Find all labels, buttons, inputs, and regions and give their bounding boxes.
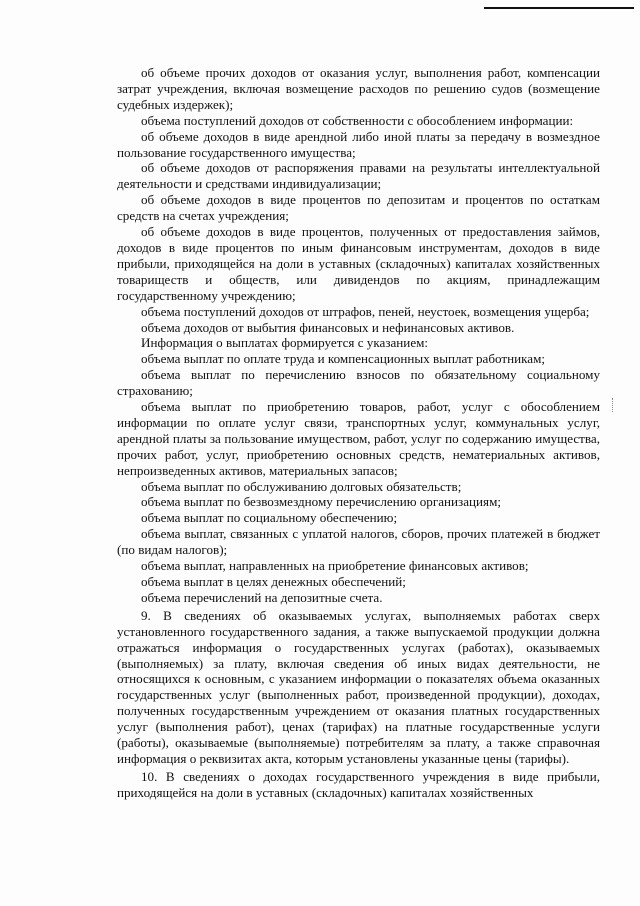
- paragraph: объема поступлений доходов от штрафов, пеней, неустоек, возмещения ущерба;: [141, 303, 590, 319]
- scan-edge-mark: [484, 7, 634, 9]
- paragraph: объема выплат по приобретению товаров, работ, услуг с обособлением информации по оплате услуг связи, транспортных услуг, коммунальных услуг, арендной платы за пользование имуществом, работ, услуг по содержанию имущества, прочих работ, услуг, приобретению основных средств, нематериальных активов, непроизведенных активов, материальных запасов;: [117, 399, 600, 478]
- paragraph: объема выплат по социальному обеспечению;: [141, 510, 398, 526]
- paragraph: объема поступлений доходов от собственности с обособлением информации:: [141, 112, 574, 128]
- paragraph: объема перечислений на депозитные счета.: [141, 589, 383, 605]
- scan-side-mark: [612, 398, 615, 412]
- paragraph-section-9: 9. В сведениях об оказываемых услугах, выполняемых работах сверх установленного государственного задания, а также выпускаемой продукции должна отражаться информация о государственных услугах (работах), оказываемых (выполняемых) за плату, включая сведения об иных видах деятельности, не относящихся к основным, с указанием информации о показателях объема оказанных государственных услуг (выполненных работ, произведенной продукции), доходах, полученных государственным учреждением от оказания платных государственных услуг (выполнения работ), ценах (тарифах) на платные государственные услуги (работы), оказываемые (выполняемые) потребителям за плату, а также справочная информация о реквизитах акта, которым установлены указанные цены (тарифы).: [117, 607, 600, 766]
- paragraph: объема выплат, связанных с уплатой налогов, сборов, прочих платежей в бюджет (по видам налогов);: [117, 526, 600, 558]
- paragraph: объема выплат по перечислению взносов по обязательному социальному страхованию;: [117, 367, 600, 399]
- paragraph: объема выплат в целях денежных обеспечений;: [141, 574, 406, 589]
- paragraph: об объеме доходов в виде процентов по депозитам и процентов по остаткам средств на счетах учреждения;: [117, 192, 600, 224]
- paragraph: Информация о выплатах формируется с указанием:: [141, 335, 429, 351]
- paragraph: объема выплат по оплате труда и компенсационных выплат работникам;: [141, 351, 546, 367]
- paragraph-section-10: 10. В сведениях о доходах государственного учреждения в виде прибыли, приходящейся на доли в уставных (складочных) капиталах хозяйственных: [117, 768, 600, 800]
- document-body: [117, 65, 600, 801]
- paragraph: объема выплат по безвозмездному перечислению организациям;: [141, 494, 501, 510]
- paragraph: об объеме доходов в виде процентов, полученных от предоставления займов, доходов в виде процентов по иным финансовым инструментам, доходов в виде прибыли, приходящейся на доли в уставных (складочных) капиталах хозяйственных товариществ и обществ, или дивидендов по акциям, принадлежащим государственному учреждению;: [117, 224, 600, 303]
- paragraph: об объеме доходов в виде арендной либо иной платы за передачу в возмездное пользование государственного имущества;: [117, 128, 600, 160]
- paragraph: об объеме доходов от распоряжения правами на результаты интеллектуальной деятельности и средствами индивидуализации;: [117, 160, 600, 192]
- paragraph: объема выплат, направленных на приобретение финансовых активов;: [141, 558, 529, 574]
- paragraph: объема доходов от выбытия финансовых и нефинансовых активов.: [141, 319, 515, 335]
- paragraph: объема выплат по обслуживанию долговых обязательств;: [141, 478, 462, 494]
- paragraph: об объеме прочих доходов от оказания услуг, выполнения работ, компенсации затрат учреждения, включая возмещение расходов по решению судов (возмещение судебных издержек);: [117, 65, 600, 112]
